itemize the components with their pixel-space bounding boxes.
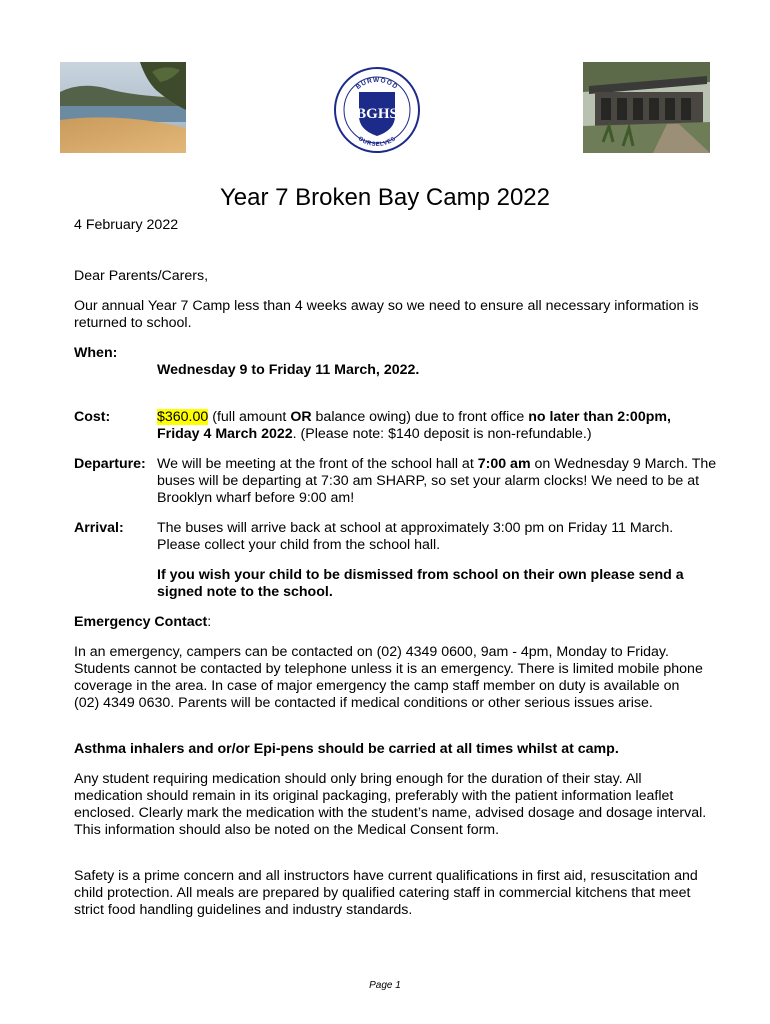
emergency-heading: Emergency Contact: bbox=[74, 614, 212, 630]
arrival-label: Arrival: bbox=[74, 520, 124, 536]
departure-time: 7:00 am bbox=[477, 456, 531, 472]
arrival-details: The buses will arrive back at school at approximately 3:00 pm on Friday 11 March. Please collect your child from the school hall. bbox=[157, 520, 674, 553]
departure-details: We will be meeting at the front of the school hall at 7:00 am on Wednesday 9 March. The buses will be departing at 7:30 am SHARP, so set your alarm clocks! We need to be at Brooklyn wharf before 9:00 am! bbox=[157, 456, 717, 506]
letter-date: 4 February 2022 bbox=[74, 217, 179, 233]
departure-label: Departure: bbox=[74, 456, 146, 472]
when-label: When: bbox=[74, 345, 118, 361]
cost-deadline: no later than 2:00pm, Friday 4 March 2022 bbox=[157, 409, 671, 442]
asthma-notice: Asthma inhalers and or/or Epi-pens should be carried at all times whilst at camp. bbox=[74, 741, 619, 757]
svg-text:BGHS: BGHS bbox=[356, 106, 398, 122]
camp-building-photo bbox=[583, 62, 710, 153]
cost-details: $360.00 (full amount OR balance owing) due to front office no later than 2:00pm, Friday 4 March 2022. (Please note: $140 deposit is non-refundable.) bbox=[157, 409, 671, 442]
when-value: Wednesday 9 to Friday 11 March, 2022. bbox=[157, 362, 420, 378]
dismissal-note: If you wish your child to be dismissed from school on their own please send a signed note to the school. bbox=[157, 567, 684, 600]
salutation: Dear Parents/Carers, bbox=[74, 268, 209, 284]
beach-photo bbox=[60, 62, 186, 153]
svg-text:BURWOOD: BURWOOD bbox=[354, 76, 400, 91]
cost-amount: $360.00 bbox=[157, 409, 209, 425]
svg-text:OURSELVES: OURSELVES bbox=[356, 135, 398, 149]
cost-label: Cost: bbox=[74, 409, 111, 425]
medication-paragraph: Any student requiring medication should only bring enough for the duration of their stay. All medication should remain in its original packaging, preferably with the patient information leaflet enclosed. Clearly mark the medication with the student’s name, advised dosage and dosage interval. This information should also be noted on the Medical Consent form. bbox=[74, 771, 707, 838]
safety-paragraph: Safety is a prime concern and all instructors have current qualifications in first aid, resuscitation and child protection. All meals are prepared by qualified catering staff in commercial kitchens that meet strict food handling guidelines and industry standards. bbox=[74, 868, 698, 918]
document-title: Year 7 Broken Bay Camp 2022 bbox=[220, 184, 550, 211]
intro-paragraph: Our annual Year 7 Camp less than 4 weeks away so we need to ensure all necessary information is returned to school. bbox=[74, 298, 699, 331]
page-number: Page 1 bbox=[369, 980, 401, 991]
emergency-paragraph: In an emergency, campers can be contacted on (02) 4349 0600, 9am - 4pm, Monday to Friday. Students cannot be contacted by telephone unless it is an emergency. There is limited mobile phone coverage in the area. In case of major emergency the camp staff member on duty is available on (02) 4349 0630. Parents will be contacted if medical conditions or other serious issues arise. bbox=[74, 644, 703, 711]
school-logo bbox=[333, 66, 421, 154]
